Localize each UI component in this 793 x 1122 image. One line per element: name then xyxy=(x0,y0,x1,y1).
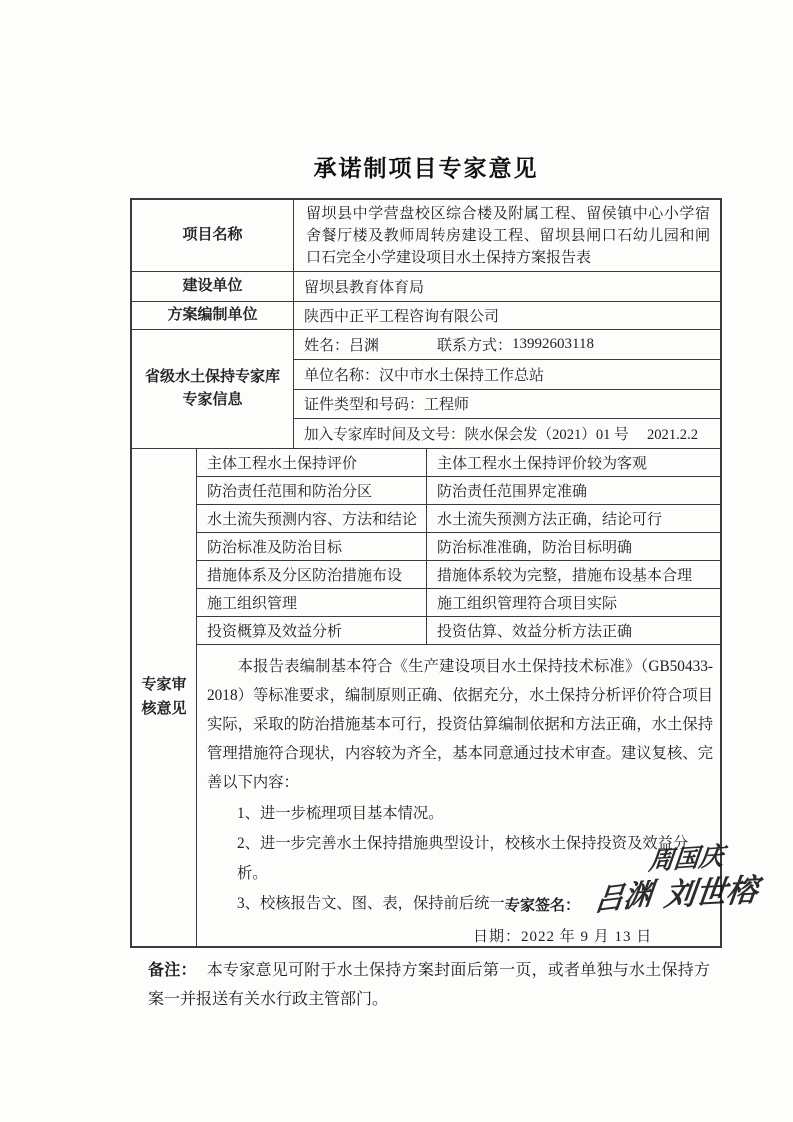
expert-contact-key: 联系方式： xyxy=(437,337,513,354)
expert-opinion-table xyxy=(130,198,760,948)
expert-unit-row: 单位名称：汉中市水土保持工作总站 xyxy=(294,360,720,390)
expert-review-label-line1: 专家审 xyxy=(141,677,187,694)
handwritten-signature-1: 周国庆 xyxy=(647,843,726,876)
review-item: 措施体系及分区防治措施布设 xyxy=(197,561,427,588)
review-comment: 主体工程水土保持评价较为客观 xyxy=(437,456,648,472)
opinion-block xyxy=(197,645,760,946)
row-construction-unit xyxy=(132,272,720,302)
project-name-value: 留坝县中学营盘校区综合楼及附属工程、留侯镇中心小学宿舍餐厅楼及教师周转房建设工程、留坝县闸口石幼儿园和闸口石完全小学建设项目水土保持方案报告表 xyxy=(306,205,710,266)
expert-review-label-line2: 核意见 xyxy=(141,700,187,717)
footnote-label: 备注： xyxy=(148,962,197,979)
handwritten-signature-3: 刘世榕 xyxy=(662,872,760,913)
expert-review-content xyxy=(197,449,760,946)
row-expert-review xyxy=(132,449,760,946)
review-item-row xyxy=(197,505,720,533)
document-title: 承诺制项目专家意见 xyxy=(313,156,539,181)
expert-info-label-line2: 专家信息 xyxy=(182,392,243,408)
project-name-value-cell xyxy=(294,200,720,271)
expert-name-contact-row xyxy=(294,330,720,360)
review-item-row xyxy=(197,561,720,589)
opinion-list-item-1: 1、进一步梳理项目基本情况。 xyxy=(237,805,444,822)
expert-info-label xyxy=(132,330,294,448)
plan-unit-value: 陕西中正平工程咨询有限公司 xyxy=(304,309,500,325)
construction-unit-label: 建设单位 xyxy=(132,272,294,301)
review-item: 施工组织管理 xyxy=(197,589,427,616)
review-item: 防治责任范围和防治分区 xyxy=(197,477,427,504)
expert-contact-value: 13992603118 xyxy=(512,335,594,352)
row-plan-unit xyxy=(132,302,720,330)
expert-name-value: 吕渊 xyxy=(349,337,380,354)
handwritten-signature-2: 吕渊 xyxy=(592,878,655,918)
review-comment: 施工组织管理符合项目实际 xyxy=(437,596,618,612)
review-item: 防治标准及防治目标 xyxy=(197,533,427,560)
expert-cert-row: 证件类型和号码：工程师 xyxy=(294,390,720,420)
date-line: 日期：2022 年 9 月 13 日 xyxy=(473,929,653,945)
row-expert-info xyxy=(132,330,720,449)
project-name-label: 项目名称 xyxy=(132,200,294,271)
footnote-text: 本专家意见可附于水土保持方案封面后第一页，或者单独与水土保持方案一并报送有关水行政主管部门。 xyxy=(148,962,710,1008)
expert-info-label-line1: 省级水土保持专家库 xyxy=(144,368,280,385)
review-item: 主体工程水土保持评价 xyxy=(197,449,427,476)
expert-info-rows xyxy=(294,330,720,448)
expert-join-row: 加入专家库时间及文号：陕水保会发（2021）01 号 2021.2.2 xyxy=(304,427,699,444)
footnote xyxy=(148,956,710,1014)
review-comment: 防治责任范围界定准确 xyxy=(437,484,588,500)
review-item: 投资概算及效益分析 xyxy=(197,617,427,644)
review-item-row xyxy=(197,533,720,561)
review-comment: 措施体系较为完整，措施布设基本合理 xyxy=(437,568,693,584)
review-comment: 投资估算、效益分析方法正确 xyxy=(437,624,633,640)
construction-unit-value: 留坝县教育体育局 xyxy=(304,280,425,296)
review-comment: 水土流失预测方法正确，结论可行 xyxy=(437,512,663,528)
review-item-row xyxy=(197,449,720,477)
review-comment: 防治标准准确，防治目标明确 xyxy=(437,540,633,556)
opinion-list-item-3: 3、校核报告文、图、表，保持前后统一。 xyxy=(237,895,520,912)
signature-label: 专家签名： xyxy=(505,898,581,914)
row-project-name xyxy=(132,200,720,272)
opinion-list-item-2: 2、进一步完善水土保持措施典型设计，校核水土保持投资及效益分析。 xyxy=(237,835,689,882)
review-item-row xyxy=(197,589,720,617)
plan-unit-label: 方案编制单位 xyxy=(132,302,294,329)
review-item-row xyxy=(197,617,720,645)
review-item-row xyxy=(197,477,720,505)
review-item: 水土流失预测内容、方法和结论 xyxy=(197,505,427,532)
opinion-paragraph: 本报告表编制基本符合《生产建设项目水土保持技术标准》（GB50433-2018）等标准要求，编制原则正确、依据充分，水土保持分析评价符合项目实际，采取的防治措施基本可行，投资估算编制依据和方法正确，水土保持管理措施符合现状，内容较为齐全，基本同意通过技术审查。建议复核、完善以下内容： xyxy=(207,658,713,791)
expert-review-label xyxy=(132,449,197,946)
expert-name-key: 姓名： xyxy=(304,337,350,354)
